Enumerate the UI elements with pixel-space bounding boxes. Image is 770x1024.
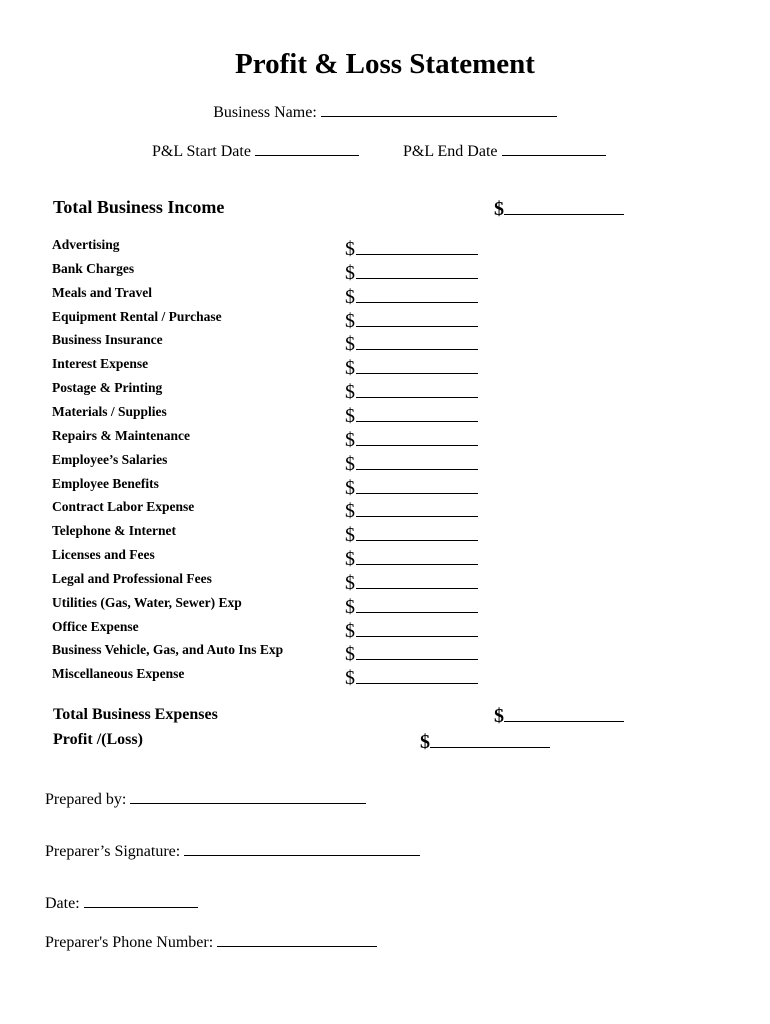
expense-amount bbox=[345, 665, 478, 690]
expense-label: Employee’s Salaries bbox=[52, 451, 168, 467]
currency-symbol: $ bbox=[345, 452, 355, 475]
currency-symbol: $ bbox=[345, 309, 355, 332]
expense-amount bbox=[345, 475, 478, 500]
expense-amount bbox=[345, 260, 478, 285]
currency-symbol: $ bbox=[345, 333, 355, 356]
expense-label: Advertising bbox=[52, 237, 120, 252]
currency-symbol: $ bbox=[345, 619, 355, 642]
end-date-row bbox=[403, 141, 606, 161]
expense-amount bbox=[345, 284, 478, 309]
expense-amount-field[interactable] bbox=[356, 451, 478, 470]
page-title: Profit & Loss Statement bbox=[235, 48, 535, 80]
currency-symbol: $ bbox=[345, 285, 355, 308]
currency-symbol: $ bbox=[345, 261, 355, 284]
phone-field[interactable] bbox=[217, 932, 377, 947]
signature-field[interactable] bbox=[184, 841, 420, 856]
currency-symbol: $ bbox=[494, 705, 504, 727]
total-expenses-label: Total Business Expenses bbox=[53, 706, 218, 723]
phone-label: Preparer's Phone Number: bbox=[45, 934, 214, 951]
expense-amount-field[interactable] bbox=[356, 618, 478, 637]
expense-amount-field[interactable] bbox=[356, 498, 478, 517]
prepared-by-row bbox=[45, 789, 366, 809]
expense-label: Postage & Printing bbox=[52, 380, 163, 396]
expense-amount-field[interactable] bbox=[356, 355, 478, 374]
expense-label: Contract Labor Expense bbox=[52, 499, 195, 515]
expense-amount bbox=[345, 594, 478, 619]
expense-amount-field[interactable] bbox=[356, 427, 478, 446]
expense-amount bbox=[345, 379, 478, 404]
total-income-amount bbox=[494, 196, 624, 221]
expense-amount-field[interactable] bbox=[356, 236, 478, 255]
currency-symbol: $ bbox=[420, 731, 430, 753]
expense-amount-field[interactable] bbox=[356, 308, 478, 327]
currency-symbol: $ bbox=[345, 381, 355, 404]
end-date-label: P&L End Date bbox=[403, 143, 498, 160]
business-name-row bbox=[0, 102, 770, 122]
currency-symbol: $ bbox=[345, 667, 355, 690]
currency-symbol: $ bbox=[345, 571, 355, 594]
expense-label: Miscellaneous Expense bbox=[52, 666, 185, 682]
currency-symbol: $ bbox=[345, 428, 355, 451]
expense-amount bbox=[345, 546, 478, 571]
expense-amount bbox=[345, 641, 478, 666]
expense-amount-field[interactable] bbox=[356, 665, 478, 684]
expense-amount bbox=[345, 451, 478, 476]
expense-amount-field[interactable] bbox=[356, 403, 478, 422]
expense-label: Employee Benefits bbox=[52, 475, 159, 491]
expense-label: Bank Charges bbox=[52, 260, 135, 276]
business-name-field[interactable] bbox=[321, 102, 557, 117]
expense-amount bbox=[345, 522, 478, 547]
expense-amount-field[interactable] bbox=[356, 331, 478, 350]
currency-symbol: $ bbox=[345, 595, 355, 618]
expense-label: Office Expense bbox=[52, 618, 139, 634]
expense-label: Equipment Rental / Purchase bbox=[52, 308, 222, 324]
date-label: Date: bbox=[45, 895, 80, 912]
expense-label: Business Vehicle, Gas, and Auto Ins Exp bbox=[52, 642, 284, 658]
expense-amount bbox=[345, 331, 478, 356]
expense-amount-field[interactable] bbox=[356, 260, 478, 279]
total-income-label: Total Business Income bbox=[53, 197, 225, 217]
currency-symbol: $ bbox=[345, 548, 355, 571]
expense-amount bbox=[345, 498, 478, 523]
total-income-field[interactable] bbox=[504, 196, 624, 215]
expense-amount-field[interactable] bbox=[356, 522, 478, 541]
currency-symbol: $ bbox=[345, 524, 355, 547]
expense-label: Interest Expense bbox=[52, 356, 149, 372]
profit-loss-label: Profit /(Loss) bbox=[53, 731, 143, 748]
currency-symbol: $ bbox=[494, 198, 504, 220]
business-name-label: Business Name: bbox=[213, 104, 317, 121]
expense-amount-field[interactable] bbox=[356, 641, 478, 660]
expense-amount-field[interactable] bbox=[356, 570, 478, 589]
expense-amount bbox=[345, 618, 478, 643]
start-date-row bbox=[152, 141, 359, 161]
expense-amount bbox=[345, 570, 478, 595]
profit-loss-field[interactable] bbox=[430, 729, 550, 748]
date-row bbox=[45, 893, 198, 913]
currency-symbol: $ bbox=[345, 500, 355, 523]
start-date-field[interactable] bbox=[255, 141, 359, 156]
expense-amount bbox=[345, 355, 478, 380]
expense-label: Business Insurance bbox=[52, 332, 163, 348]
total-expenses-amount bbox=[494, 703, 624, 728]
prepared-by-label: Prepared by: bbox=[45, 791, 127, 808]
expense-label: Meals and Travel bbox=[52, 284, 152, 300]
currency-symbol: $ bbox=[345, 643, 355, 666]
signature-label: Preparer’s Signature: bbox=[45, 843, 181, 860]
prepared-by-field[interactable] bbox=[130, 789, 366, 804]
expense-amount-field[interactable] bbox=[356, 379, 478, 398]
currency-symbol: $ bbox=[345, 357, 355, 380]
currency-symbol: $ bbox=[345, 404, 355, 427]
expense-amount-field[interactable] bbox=[356, 546, 478, 565]
total-expenses-field[interactable] bbox=[504, 703, 624, 722]
expense-label: Materials / Supplies bbox=[52, 403, 167, 419]
phone-row bbox=[45, 932, 377, 952]
start-date-label: P&L Start Date bbox=[152, 143, 251, 160]
currency-symbol: $ bbox=[345, 238, 355, 260]
expense-amount bbox=[345, 308, 478, 333]
expense-label: Legal and Professional Fees bbox=[52, 570, 212, 586]
expense-label: Telephone & Internet bbox=[52, 523, 176, 539]
expense-amount bbox=[345, 403, 478, 428]
expense-amount bbox=[345, 236, 478, 261]
expense-amount-field[interactable] bbox=[356, 284, 478, 303]
expense-label: Utilities (Gas, Water, Sewer) Exp bbox=[52, 594, 242, 610]
end-date-field[interactable] bbox=[502, 141, 606, 156]
expense-amount-field[interactable] bbox=[356, 475, 478, 494]
profit-loss-amount bbox=[420, 729, 550, 754]
date-field[interactable] bbox=[84, 893, 198, 908]
expense-label: Licenses and Fees bbox=[52, 547, 155, 563]
currency-symbol: $ bbox=[345, 476, 355, 499]
expense-label: Repairs & Maintenance bbox=[52, 427, 190, 443]
signature-row bbox=[45, 841, 420, 861]
expense-amount bbox=[345, 427, 478, 452]
expense-amount-field[interactable] bbox=[356, 594, 478, 613]
